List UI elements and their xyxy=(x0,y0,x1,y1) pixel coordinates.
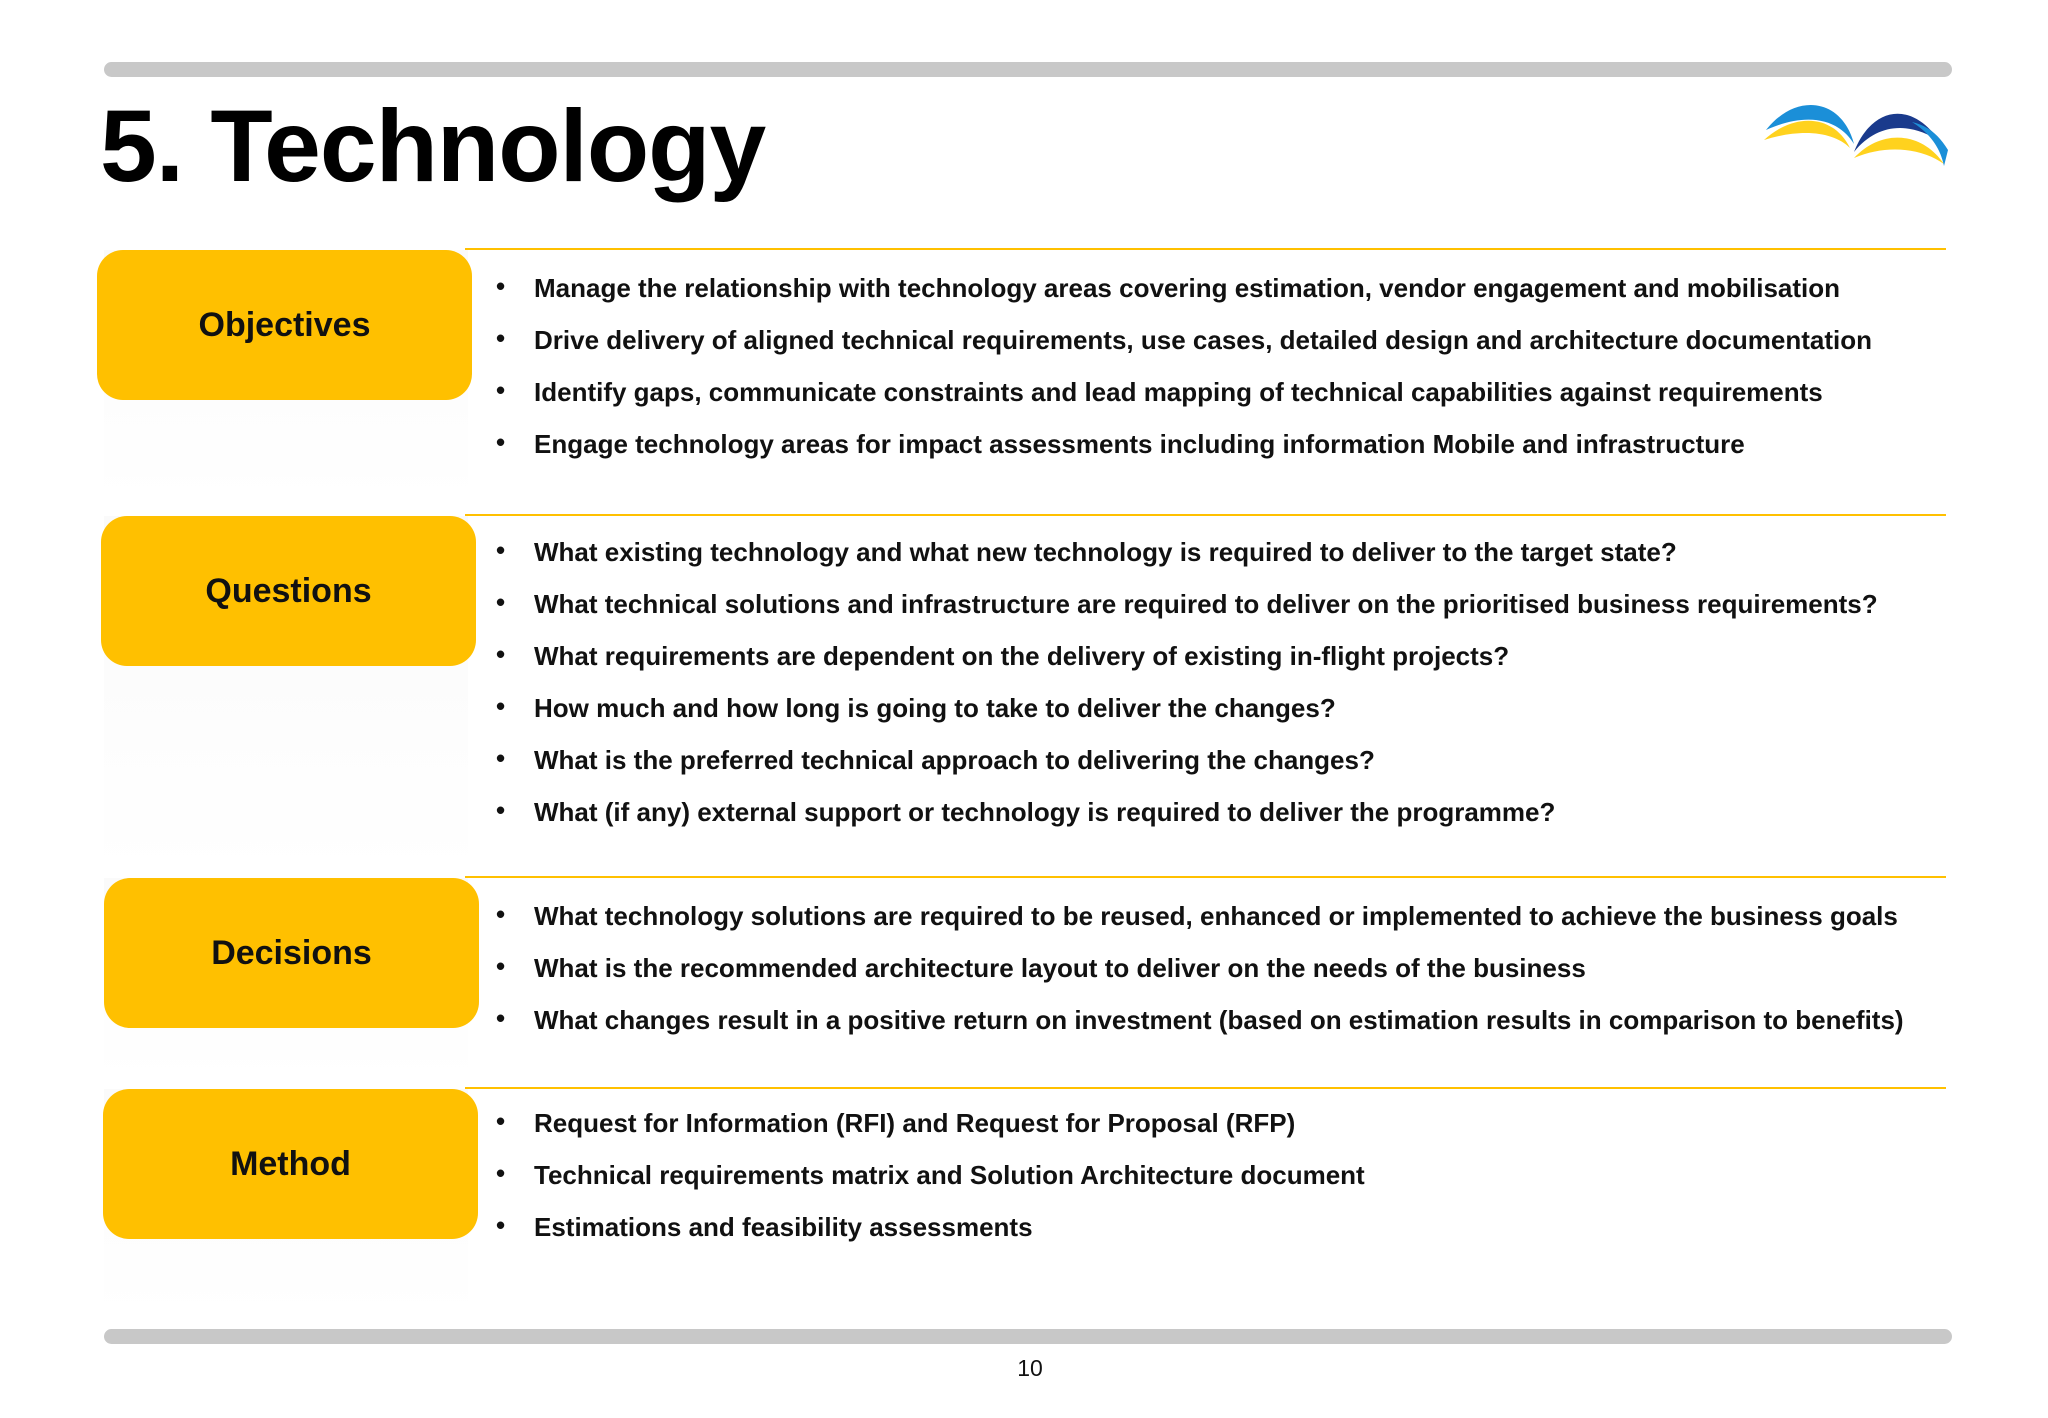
section-label-objectives: Objectives xyxy=(97,250,472,400)
list-item: • Request for Information (RFI) and Request for Proposal (RFP) xyxy=(496,1097,1365,1149)
list-item: • Manage the relationship with technology areas covering estimation, vendor engagement and mobilisation xyxy=(496,262,1872,314)
bottom-divider xyxy=(104,1329,1952,1344)
page-number: 10 xyxy=(1017,1355,1043,1381)
section-label-questions: Questions xyxy=(101,516,476,666)
list-item: • Drive delivery of aligned technical requirements, use cases, detailed design and architecture documentation xyxy=(496,314,1872,366)
section-label-decisions: Decisions xyxy=(104,878,479,1028)
list-item: • Engage technology areas for impact assessments including information Mobile and infrastructure xyxy=(496,418,1872,470)
list-item: • What technical solutions and infrastructure are required to deliver on the prioritised business requirements? xyxy=(496,578,1878,630)
list-item: • Estimations and feasibility assessments xyxy=(496,1201,1365,1253)
list-item: • How much and how long is going to take to deliver the changes? xyxy=(496,682,1878,734)
list-item: • What is the preferred technical approach to delivering the changes? xyxy=(496,734,1878,786)
list-item: • What changes result in a positive return on investment (based on estimation results in comparison to benefits) xyxy=(496,994,1904,1046)
book-wings-logo xyxy=(1762,92,1952,192)
top-divider xyxy=(104,62,1952,77)
section-label-method: Method xyxy=(103,1089,478,1239)
list-item: • What is the recommended architecture layout to deliver on the needs of the business xyxy=(496,942,1904,994)
list-item: • What technology solutions are required to be reused, enhanced or implemented to achieve the business goals xyxy=(496,890,1904,942)
list-item: • Technical requirements matrix and Solution Architecture document xyxy=(496,1149,1365,1201)
section-divider xyxy=(465,1087,1946,1089)
method-list xyxy=(496,1097,1365,1253)
list-item: • What requirements are dependent on the delivery of existing in-flight projects? xyxy=(496,630,1878,682)
page-title: 5. Technology xyxy=(100,89,766,203)
section-divider xyxy=(465,876,1946,878)
questions-list xyxy=(496,526,1878,838)
section-divider xyxy=(465,248,1946,250)
section-divider xyxy=(465,514,1946,516)
list-item: • What existing technology and what new technology is required to deliver to the target state? xyxy=(496,526,1878,578)
decisions-list xyxy=(496,890,1904,1046)
objectives-list xyxy=(496,262,1872,470)
list-item: • Identify gaps, communicate constraints and lead mapping of technical capabilities against requirements xyxy=(496,366,1872,418)
list-item: • What (if any) external support or technology is required to deliver the programme? xyxy=(496,786,1878,838)
